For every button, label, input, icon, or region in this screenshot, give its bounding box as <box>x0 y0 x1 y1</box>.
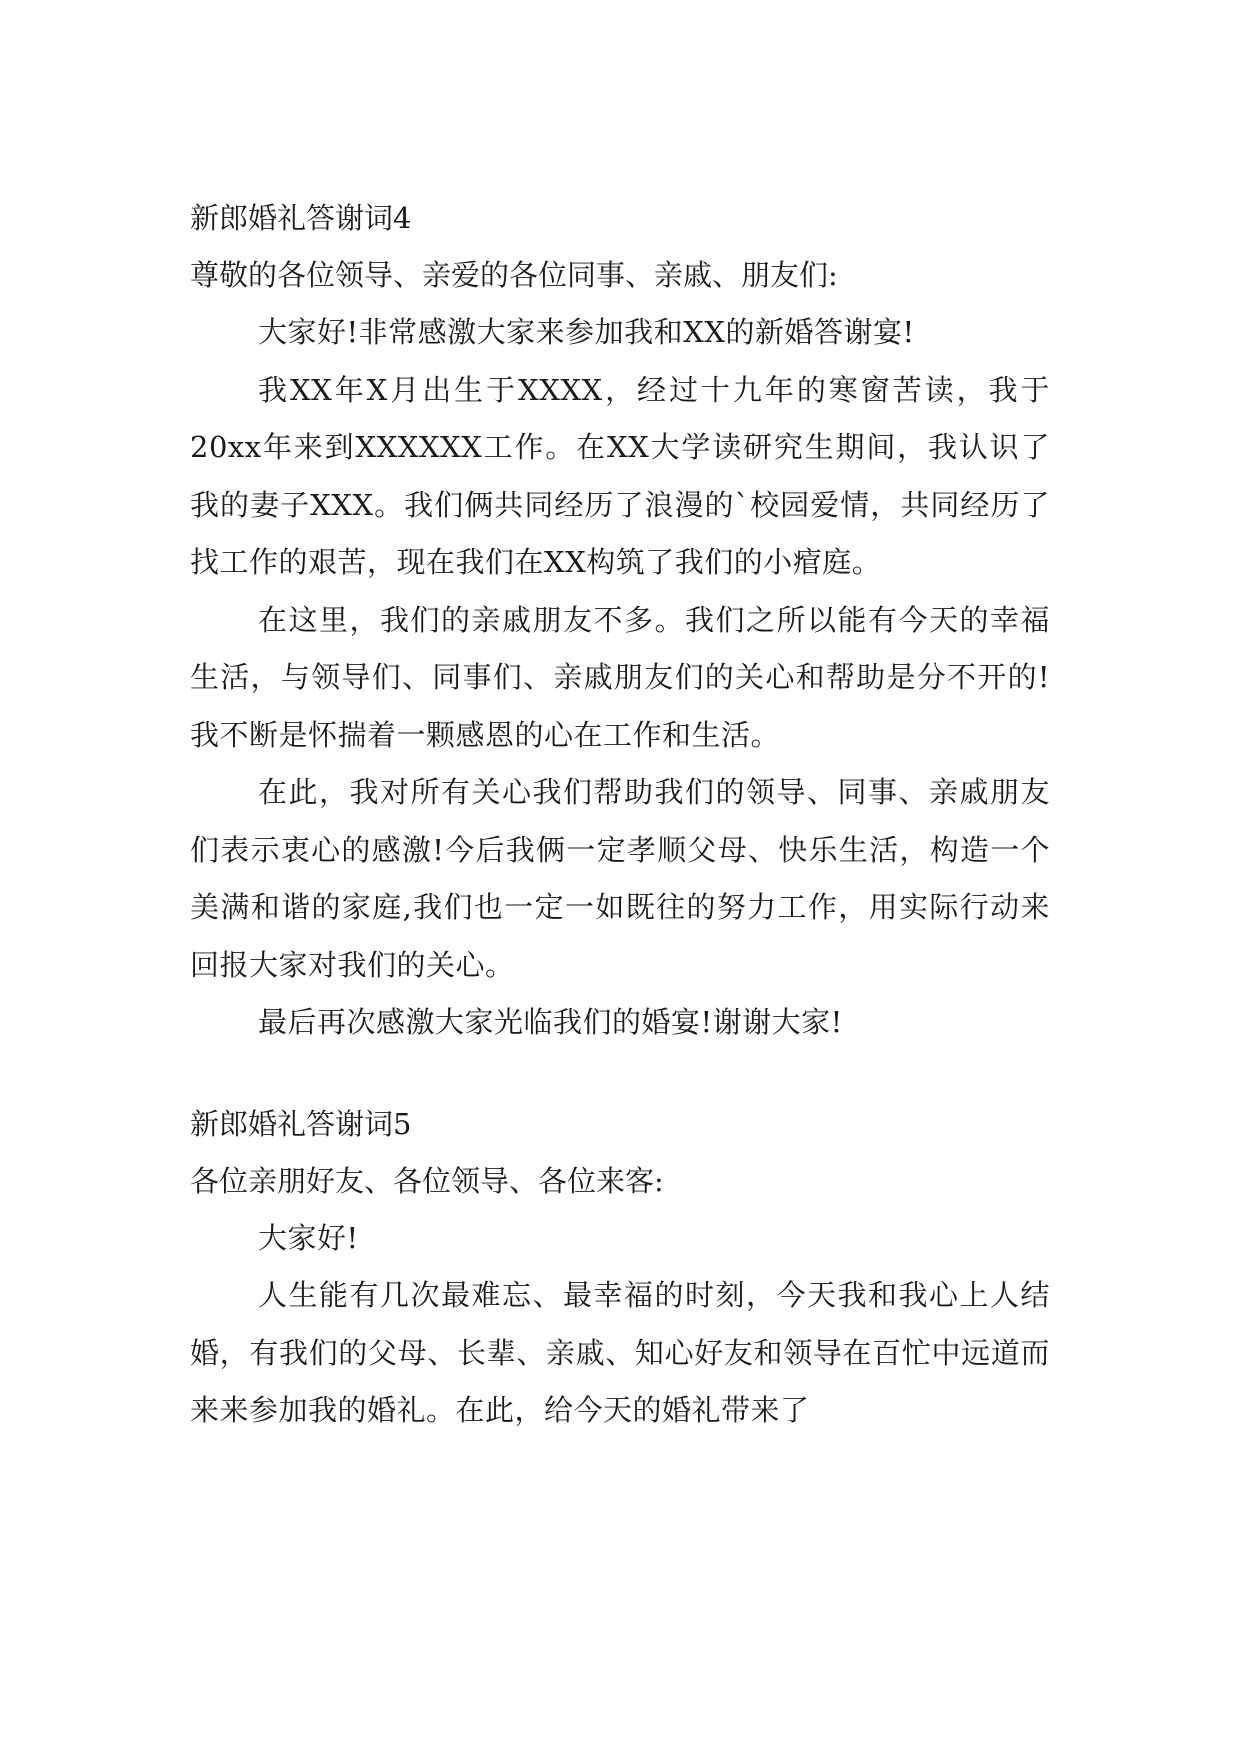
paragraph: 大家好!非常感激大家来参加我和XX的新婚答谢宴! <box>258 315 915 349</box>
speech-section-4 <box>190 190 1050 1052</box>
paragraph: 最后再次感激大家光临我们的婚宴!谢谢大家! <box>258 1005 843 1039</box>
salutation: 各位亲朋好友、各位领导、各位来客: <box>190 1163 664 1198</box>
document-body <box>190 190 1050 1440</box>
speech-section-5 <box>190 1096 1050 1440</box>
paragraph: 大家好! <box>258 1220 359 1255</box>
paragraph: 我XX年X月出生于XXXX，经过十九年的寒窗苦读，我于20xx年来到XXXXXX工作。在XX大学读研究生期间，我认识了我的妻子XXX。我们俩共同经历了浪漫的`校园爱情，共同经历了找工作的艰苦，现在我们在XX构筑了我们的小痯庭。 <box>190 372 1050 579</box>
paragraph: 人生能有几次最难忘、最幸福的时刻，今天我和我心上人结婚，有我们的父母、长辈、亲戚、知心好友和领导在百忙中远道而来来参加我的婚礼。在此，给今天的婚礼带来了 <box>190 1278 1050 1427</box>
salutation: 尊敬的各位领导、亲爱的各位同事、亲戚、朋友们: <box>190 258 838 292</box>
section-heading: 新郎婚礼答谢词5 <box>190 1106 412 1141</box>
section-heading: 新郎婚礼答谢词4 <box>190 201 412 235</box>
paragraph: 在此，我对所有关心我们帮助我们的领导、同事、亲戚朋友们表示衷心的感激!今后我俩一定孝顺父母、快乐生活，构造一个美满和谐的家庭,我们也一定一如既往的努力工作，用实际行动来回报大家对我们的关心。 <box>190 775 1050 982</box>
paragraph: 在这里，我们的亲戚朋友不多。我们之所以能有今天的幸福生活，与领导们、同事们、亲戚朋友们的关心和帮助是分不开的!我不断是怀揣着一颗感恩的心在工作和生活。 <box>190 602 1050 752</box>
